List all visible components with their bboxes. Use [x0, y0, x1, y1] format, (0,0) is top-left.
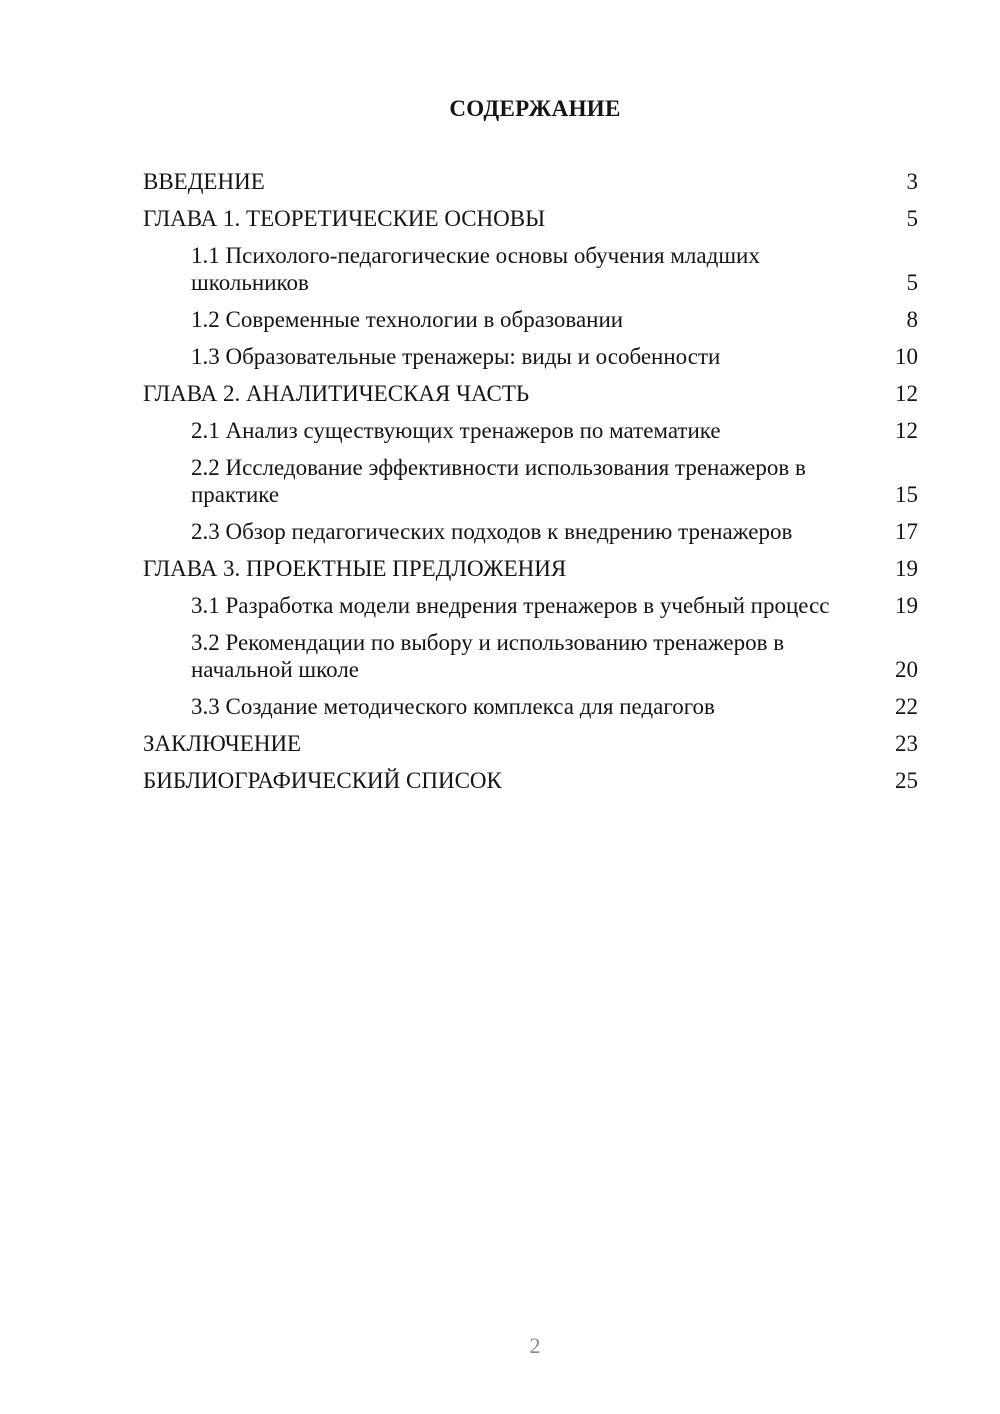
toc-entry-page: 17	[895, 519, 918, 544]
toc-entry-page: 22	[895, 694, 918, 719]
toc-entry-label: ГЛАВА 3. ПРОЕКТНЫЕ ПРЕДЛОЖЕНИЯ	[143, 556, 567, 581]
table-of-contents	[143, 168, 918, 804]
toc-entry-bibliography	[143, 767, 918, 794]
toc-entry-label: 2.1 Анализ существующих тренажеров по математике	[191, 418, 721, 443]
toc-entry-section-1-1	[143, 242, 918, 296]
toc-entry-label: 1.3 Образовательные тренажеры: виды и особенности	[191, 344, 721, 369]
toc-entry-label: 3.1 Разработка модели внедрения тренажеров в учебный процесс	[191, 593, 830, 618]
toc-entry-section-2-1	[143, 417, 918, 444]
toc-entry-label: 2.3 Обзор педагогических подходов к внедрению тренажеров	[191, 519, 793, 544]
toc-entry-label: 1.2 Современные технологии в образовании	[191, 307, 624, 332]
toc-entry-section-1-3	[143, 343, 918, 370]
toc-entry-label: БИБЛИОГРАФИЧЕСКИЙ СПИСОК	[143, 768, 502, 793]
toc-entry-page: 12	[895, 418, 918, 443]
page-number: 2	[529, 1333, 541, 1358]
toc-entry-page: 8	[906, 307, 918, 332]
toc-entry-section-3-1	[143, 592, 918, 619]
toc-entry-label: 3.3 Создание методического комплекса для педагогов	[191, 694, 715, 719]
toc-entry-page: 19	[895, 593, 918, 618]
toc-entry-chapter-2	[143, 380, 918, 407]
toc-entry-label: 3.2 Рекомендации по выбору и использованию тренажеров в начальной школе	[191, 630, 785, 682]
toc-title: СОДЕРЖАНИЕ	[449, 96, 621, 121]
toc-entry-label: ЗАКЛЮЧЕНИЕ	[143, 731, 302, 756]
toc-entry-page: 20	[895, 657, 918, 682]
toc-entry-page: 3	[906, 169, 918, 194]
toc-entry-page: 5	[906, 270, 918, 295]
toc-entry-section-2-3	[143, 518, 918, 545]
toc-entry-label: 1.1 Психолого-педагогические основы обучения младших школьников	[191, 243, 760, 295]
toc-entry-conclusion	[143, 730, 918, 757]
toc-entry-section-1-2	[143, 306, 918, 333]
toc-entry-page: 10	[895, 344, 918, 369]
toc-entry-label: 2.2 Исследование эффективности использования тренажеров в практике	[191, 455, 806, 507]
toc-entry-section-3-2	[143, 629, 918, 683]
toc-entry-chapter-1	[143, 205, 918, 232]
toc-entry-page: 5	[906, 206, 918, 231]
toc-entry-page: 25	[895, 768, 918, 793]
toc-entry-label: ГЛАВА 2. АНАЛИТИЧЕСКАЯ ЧАСТЬ	[143, 381, 530, 406]
toc-entry-label: ВВЕДЕНИЕ	[143, 169, 265, 194]
toc-entry-label: ГЛАВА 1. ТЕОРЕТИЧЕСКИЕ ОСНОВЫ	[143, 206, 546, 231]
toc-entry-page: 12	[895, 381, 918, 406]
toc-entry-page: 19	[895, 556, 918, 581]
toc-entry-section-2-2	[143, 454, 918, 508]
toc-entry-introduction	[143, 168, 918, 195]
toc-entry-section-3-3	[143, 693, 918, 720]
toc-entry-page: 23	[895, 731, 918, 756]
toc-entry-page: 15	[895, 482, 918, 507]
toc-entry-chapter-3	[143, 555, 918, 582]
